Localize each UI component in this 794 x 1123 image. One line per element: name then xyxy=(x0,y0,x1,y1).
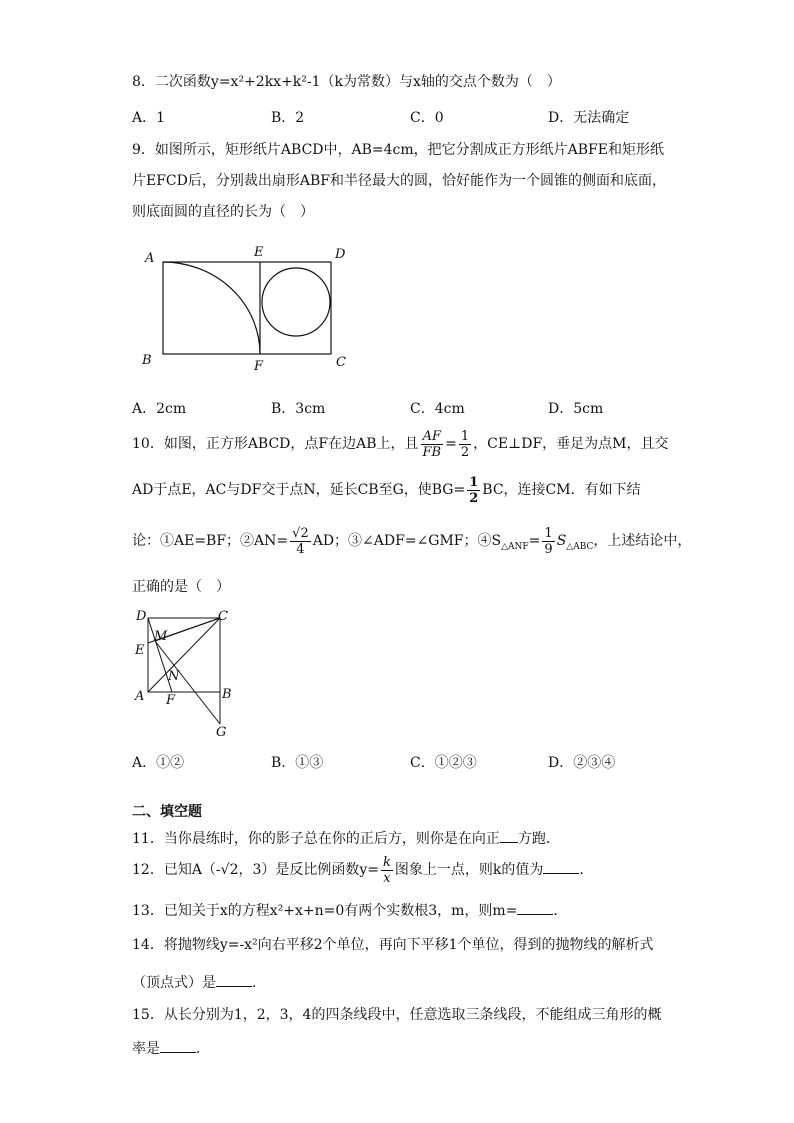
frac-af-num: AF xyxy=(421,429,444,445)
q10-figure-square xyxy=(130,606,250,742)
frac-root2-num: √2 xyxy=(292,525,309,541)
frac-half-num: 1 xyxy=(460,428,470,444)
q11-post: 方跑． xyxy=(517,831,560,847)
fraction-af-fb xyxy=(421,429,444,460)
q13-end: ． xyxy=(553,903,568,919)
q8-option-b: B．2 xyxy=(271,110,305,126)
question-12 xyxy=(132,852,593,888)
label-e: E xyxy=(254,245,264,260)
q10-l3-pre: 论：①AE=BF；②AN= xyxy=(132,533,289,549)
arc-af xyxy=(163,262,260,354)
label-g: G xyxy=(216,725,227,740)
q9-figure-rectangle xyxy=(136,238,356,378)
label-n: N xyxy=(168,669,180,684)
q10-l3-post: ，上述结论中， xyxy=(593,533,692,549)
question-9-line1: 9．如图所示，矩形纸片ABCD中，AB=4cm，把它分割成正方形纸片ABFE和矩形纸 xyxy=(132,142,664,158)
question-13 xyxy=(132,900,567,920)
frac-half-den: 2 xyxy=(460,444,470,460)
q10-option-a: A．①② xyxy=(132,755,185,771)
q10-l1-pre: 10．如图，正方形ABCD，点F在边AB上，且 xyxy=(132,436,419,452)
frac-bg-num: 1 xyxy=(469,474,479,490)
q9-option-d: D．5cm xyxy=(548,401,604,417)
label-c: C xyxy=(218,609,228,624)
question-11 xyxy=(132,828,560,848)
q12-end: ． xyxy=(579,862,594,878)
fraction-root2-over-4 xyxy=(290,526,311,557)
subscript-abc: △ABC xyxy=(566,541,594,552)
label-d: D xyxy=(335,247,346,262)
question-10-line3 xyxy=(132,522,691,566)
label-a: A xyxy=(135,689,145,704)
question-14-line2 xyxy=(132,972,266,992)
question-10-line2 xyxy=(132,472,641,508)
q9-option-c: C．4cm xyxy=(410,401,465,417)
fraction-one-ninth xyxy=(542,526,554,557)
q10-option-b: B．①③ xyxy=(271,755,324,771)
q8-option-c: C．0 xyxy=(410,110,444,126)
question-10-line4: 正确的是（ ） xyxy=(132,579,230,595)
q14-end: ． xyxy=(252,975,266,991)
frac-ninth-num: 1 xyxy=(544,525,553,541)
q10-option-d: D．②③④ xyxy=(548,755,616,771)
q8-option-d: D．无法确定 xyxy=(548,110,630,126)
frac-ninth-den: 9 xyxy=(544,541,553,557)
q10-l3-s2: S xyxy=(556,533,567,549)
question-10-line1 xyxy=(132,426,669,462)
question-9-line3: 则底面圆的直径的长为（ ） xyxy=(132,204,314,220)
label-f: F xyxy=(166,693,176,708)
answer-blank-13[interactable] xyxy=(517,900,553,915)
frac-k-num: k xyxy=(383,854,391,870)
q10-option-c: C．①②③ xyxy=(410,755,477,771)
q10-eq: = xyxy=(445,436,457,452)
label-b: B xyxy=(142,353,152,368)
frac-af-den: FB xyxy=(422,444,442,460)
q10-l2-post: BC，连接CM．有如下结 xyxy=(482,482,641,498)
answer-blank-15[interactable] xyxy=(160,1038,196,1053)
question-15-line2 xyxy=(132,1038,210,1058)
q14-pre: （顶点式）是 xyxy=(132,975,216,991)
answer-blank-11[interactable] xyxy=(500,828,518,843)
q15-pre: 率是 xyxy=(132,1041,160,1057)
q15-end: ． xyxy=(196,1041,210,1057)
q10-l3-mid: AD；③∠ADF=∠GMF；④S xyxy=(312,533,502,549)
q10-l1-post: ，CE⊥DF，垂足为点M，且交 xyxy=(473,436,669,452)
segment-mg xyxy=(155,641,220,724)
question-14-line1: 14．将抛物线y=-x²向右平移2个单位，再向下平移1个单位，得到的抛物线的解析式 xyxy=(132,937,654,953)
q13-pre: 13．已知关于x的方程x²+x+n=0有两个实数根3，m，则m= xyxy=(132,903,518,919)
answer-blank-14[interactable] xyxy=(216,972,252,987)
q10-l3-eq: = xyxy=(528,533,541,549)
question-9-line2: 片EFCD后，分别裁出扇形ABF和半径最大的圆，恰好能作为一个圆锥的侧面和底面， xyxy=(132,173,666,189)
fraction-bg-half xyxy=(467,475,480,506)
fraction-one-half xyxy=(459,429,471,460)
q12-post: 图象上一点，则k的值为 xyxy=(394,862,544,878)
label-m: M xyxy=(154,629,168,644)
label-f: F xyxy=(254,359,264,374)
frac-x-den: x xyxy=(383,870,391,886)
section-heading-fill-in: 二、填空题 xyxy=(132,804,202,820)
question-15-line1: 15．从长分别为1，2，3，4的四条线段中，任意选取三条线段，不能组成三角形的概 xyxy=(132,1007,662,1023)
q12-pre: 12．已知A（-√2，3）是反比例函数y= xyxy=(132,862,380,878)
frac-bg-den: 2 xyxy=(469,490,479,506)
question-8-text: 8．二次函数y=x²+2kx+k²-1（k为常数）与x轴的交点个数为（ ） xyxy=(132,74,561,90)
frac-root2-den: 4 xyxy=(296,541,305,557)
fraction-k-over-x xyxy=(381,855,393,886)
label-b: B xyxy=(222,687,232,702)
q10-l2-pre: AD于点E，AC与DF交于点N，延长CB至G，使BG= xyxy=(132,482,466,498)
q9-option-a: A．2cm xyxy=(132,401,187,417)
inscribed-circle xyxy=(262,268,330,336)
label-c: C xyxy=(336,355,346,370)
label-d: D xyxy=(136,609,147,624)
q8-option-a: A．1 xyxy=(132,110,166,126)
q9-option-b: B．3cm xyxy=(271,401,326,417)
answer-blank-12[interactable] xyxy=(543,859,579,874)
subscript-anf: △ANF xyxy=(501,541,529,552)
label-a: A xyxy=(145,251,155,266)
label-e: E xyxy=(135,643,145,658)
q11-pre: 11．当你晨练时，你的影子总在你的正后方，则你是在向正 xyxy=(132,831,500,847)
